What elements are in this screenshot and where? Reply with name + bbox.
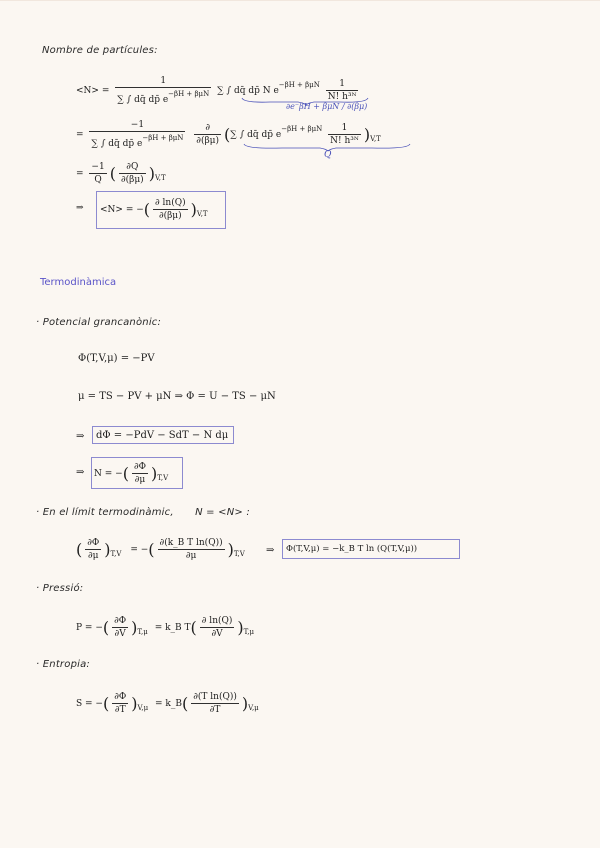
eq2-fraction xyxy=(89,119,185,150)
p-paren-close-1: ) xyxy=(131,618,138,637)
eq1-body: ∑ ∫ dq̄ dp̄ N e xyxy=(217,86,279,96)
eq1-den-text: ∑ ∫ dq̄ dp̄ e xyxy=(117,95,169,105)
limit-arrow: ⇒ xyxy=(266,545,275,556)
eq3-num: −1 xyxy=(91,162,105,172)
eq3-fraction xyxy=(89,161,106,186)
equation-mean-n-result xyxy=(100,197,208,222)
s-derivative xyxy=(112,691,128,716)
eq3-sub: V,T xyxy=(154,174,166,182)
limit-equation xyxy=(76,537,245,562)
limit-lhs-num: ∂Φ xyxy=(87,538,100,548)
p-rhs-den: ∂V xyxy=(211,629,223,639)
mu-relation: μ = TS − PV + μN ⇒ Φ = U − TS − μN xyxy=(78,391,276,402)
eq2-lhs: = xyxy=(76,130,84,140)
p-rhs-derivative xyxy=(200,615,235,640)
p-den: ∂V xyxy=(114,629,126,639)
section-heading-thermo: Termodinàmica xyxy=(40,277,117,288)
eq2-sub: V,T xyxy=(370,135,381,143)
eq4-lhs: <N> = − xyxy=(100,205,144,215)
limit-rhs-derivative xyxy=(158,537,225,562)
s-den: ∂T xyxy=(114,705,126,715)
entropy-equation xyxy=(76,691,259,716)
phi-definition: Φ(T,V,μ) = −PV xyxy=(78,353,155,364)
limit-result: Φ(T,V,μ) = −k_B T ln (Q(T,V,μ)) xyxy=(286,544,418,554)
eq2-op-den: ∂(βμ) xyxy=(196,136,220,146)
eq2-op-num: ∂ xyxy=(194,122,221,135)
eq1-tail-num: 1 xyxy=(326,78,359,91)
eq3-den: Q xyxy=(94,175,102,185)
limit-eq-sign: = − xyxy=(130,545,149,555)
eq3-paren-close: ) xyxy=(148,164,155,183)
limit-title-text: · En el límit termodinàmic, xyxy=(36,507,174,518)
eq2-tail-num: 1 xyxy=(328,122,361,135)
eq2-annotation: Q xyxy=(324,150,332,160)
p-sub: T,μ xyxy=(137,628,148,636)
p-lhs: P = − xyxy=(76,623,103,633)
n-lhs: N = − xyxy=(94,469,123,479)
limit-rhs-num: ∂(k_B T ln(Q)) xyxy=(159,538,223,548)
eq2-paren-open: ( xyxy=(224,125,231,144)
eq4-paren-close: ) xyxy=(190,200,197,219)
section-title-particles: Nombre de partícules: xyxy=(42,45,158,56)
s-paren-close-2: ) xyxy=(241,694,249,713)
s-rhs-sub: V,μ xyxy=(248,704,259,712)
dphi-arrow: ⇒ xyxy=(76,431,85,442)
potential-title: · Potencial grancanònic: xyxy=(36,317,162,328)
n-equation xyxy=(94,461,168,486)
n-paren-open: ( xyxy=(122,464,129,483)
eq1-fraction xyxy=(115,75,211,106)
pressure-title: · Pressió: xyxy=(36,583,84,594)
eq1-body-exp: −βH + βμN xyxy=(278,81,320,89)
eq3-paren-open: ( xyxy=(109,164,116,183)
entropy-title: · Entropia: xyxy=(36,659,90,670)
eq1-den-exp: −βH + βμN xyxy=(168,90,210,98)
eq4-paren-open: ( xyxy=(143,200,151,219)
eq2-tail-den: N! h³ᴺ xyxy=(330,136,359,146)
p-eq: = k_B T xyxy=(154,623,191,633)
s-paren-close-1: ) xyxy=(131,694,138,713)
limit-paren-close-2: ) xyxy=(227,540,234,559)
s-sub: V,μ xyxy=(137,704,149,712)
limit-title xyxy=(36,507,250,518)
s-rhs-den: ∂T xyxy=(209,705,221,715)
s-rhs-derivative xyxy=(191,691,239,716)
eq4-sub: V,T xyxy=(196,210,208,218)
limit-lhs-sub: T,V xyxy=(110,550,122,558)
n-sub: T,V xyxy=(157,474,169,482)
n-arrow: ⇒ xyxy=(76,467,85,478)
eq1-num: 1 xyxy=(115,75,211,88)
p-paren-open-2: ( xyxy=(190,618,197,637)
n-paren-close: ) xyxy=(150,464,158,483)
eq1-tail-den: N! h³ᴺ xyxy=(327,92,357,102)
eq3-d-num: ∂Q xyxy=(119,161,146,174)
limit-lhs-den: ∂μ xyxy=(88,551,99,561)
s-num: ∂Φ xyxy=(114,692,127,702)
eq3-d-den: ∂(βμ) xyxy=(120,175,144,185)
equation-mean-n-3 xyxy=(76,161,166,186)
limit-paren-close-1: ) xyxy=(104,540,111,559)
s-eq: = k_B xyxy=(155,699,182,709)
eq2-paren-close: ) xyxy=(363,125,371,144)
eq4-arrow: ⇒ xyxy=(76,203,84,213)
s-paren-open-2: ( xyxy=(182,694,189,713)
n-num: ∂Φ xyxy=(133,462,146,472)
eq1-den xyxy=(115,88,211,106)
s-lhs: S = − xyxy=(76,699,103,709)
s-paren-open-1: ( xyxy=(102,694,110,713)
eq2-den xyxy=(89,132,185,150)
eq4-derivative xyxy=(153,197,188,222)
n-derivative xyxy=(132,461,148,486)
p-num: ∂Φ xyxy=(114,616,127,626)
p-rhs-num: ∂ ln(Q) xyxy=(201,616,233,626)
eq4-d-den: ∂(βμ) xyxy=(158,211,182,221)
n-den: ∂μ xyxy=(134,475,146,485)
eq4-d-num: ∂ ln(Q) xyxy=(155,198,186,208)
eq2-body: ∑ ∫ dq̄ dp̄ e xyxy=(230,130,282,140)
eq3-derivative xyxy=(119,161,146,186)
limit-rhs-den: ∂μ xyxy=(185,551,197,561)
s-rhs-num: ∂(T ln(Q)) xyxy=(193,692,237,702)
pressure-equation xyxy=(76,615,254,640)
eq3-lhs: = xyxy=(76,169,84,179)
limit-paren-open-2: ( xyxy=(148,540,155,559)
eq2-body-exp: −βH + βμN xyxy=(281,125,323,133)
p-rhs-sub: T,μ xyxy=(243,628,255,636)
limit-paren-open-1: ( xyxy=(76,540,83,559)
limit-lhs-derivative xyxy=(85,537,101,562)
limit-rhs-sub: T,V xyxy=(233,550,245,558)
p-derivative xyxy=(112,615,128,640)
dphi-equation: dΦ = −PdV − SdT − N dμ xyxy=(96,430,229,441)
eq1-lhs: <N> = xyxy=(76,86,110,96)
eq1-annotation: ∂e⁻βH + βμN / ∂(βμ) xyxy=(286,102,368,111)
eq2-operator xyxy=(194,122,221,147)
limit-condition: N = <N> : xyxy=(195,507,250,518)
p-paren-close-2: ) xyxy=(237,618,244,637)
eq2-den-exp: −βH + βμN xyxy=(142,134,184,142)
eq2-num: −1 xyxy=(89,119,185,132)
eq2-den-text: ∑ ∫ dq̄ dp̄ e xyxy=(91,139,143,149)
eq1-underbrace xyxy=(240,97,370,105)
p-paren-open-1: ( xyxy=(102,618,110,637)
